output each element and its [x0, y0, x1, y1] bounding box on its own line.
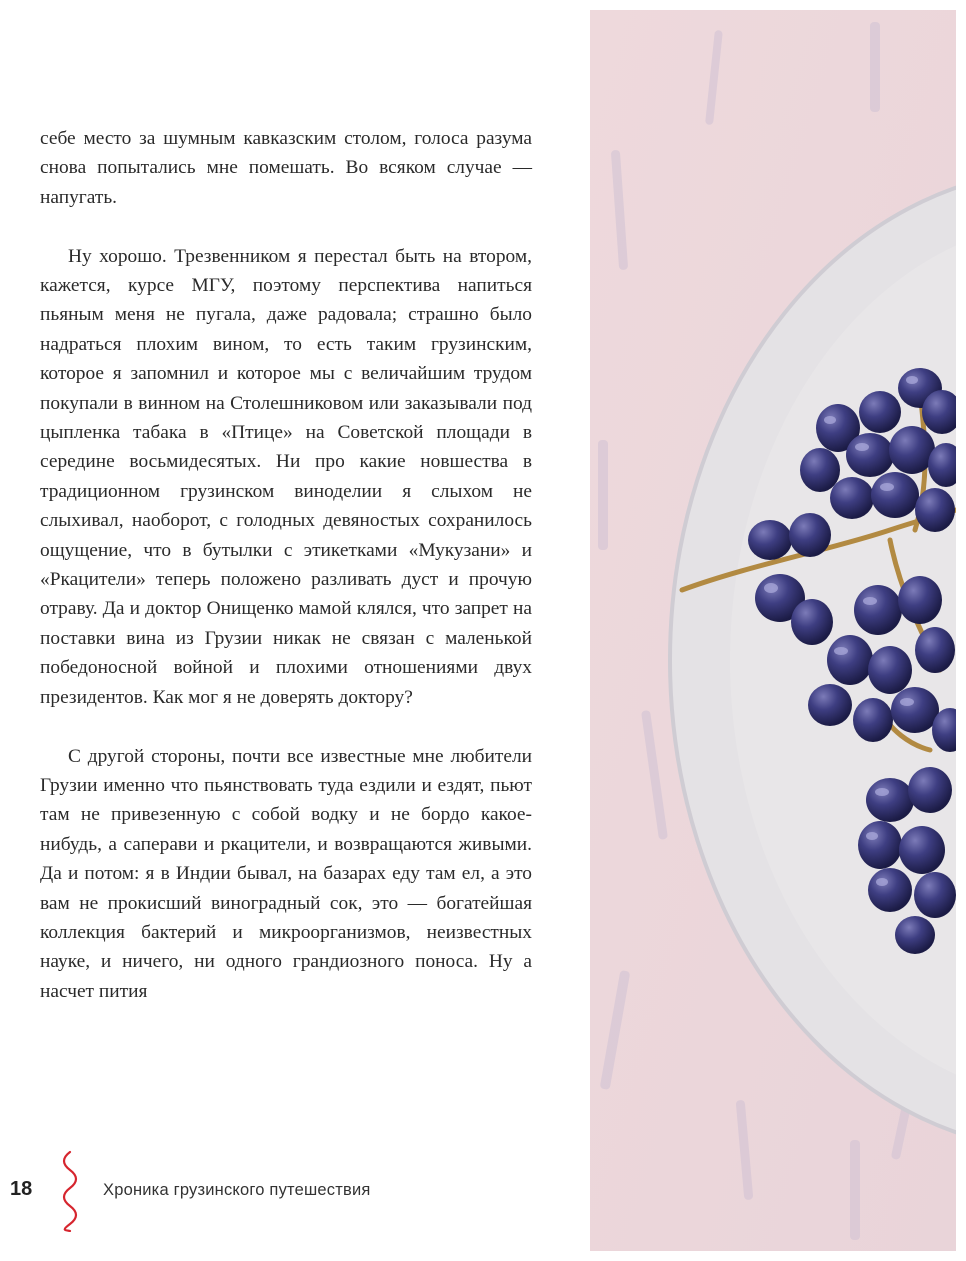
red-wave-ornament-icon — [58, 1150, 82, 1232]
page-number: 18 — [10, 1178, 33, 1200]
body-text — [40, 124, 532, 1006]
paragraph-1: себе место за шумным кавказским столом, голоса разума снова попытались мне помешать. Во всяком случае — напугать. — [40, 128, 532, 208]
running-title: Хроника грузинского путешествия — [103, 1181, 371, 1199]
paragraph-2: Ну хорошо. Трезвенником я перестал быть на втором, кажется, курсе МГУ, поэтому перспектива напиться пьяным меня не пугала, даже радовала; страшно было надраться плохим вином, то есть таким грузинским, которое я запомнил и которое мы с величайшим трудом покупали в винном на Столешниковом или заказывали под цыпленка табака в «Птице» на Советской площади в середине восьмидесятых. Ни про какие новшества в традиционном грузинском виноделии я слыхом не слыхивал, наоборот, с голодных девяностых сохранилось ощущение, что в бутылки с этикетками «Мукузани» и «Ркацители» теперь положено разливать дуст и прочую отраву. Да и доктор Онищенко мамой клялся, что запрет на поставки вина из Грузии никак не связан с маленькой победоносной войной и плохими отношениями двух президентов. Как мог я не доверять доктору? — [40, 245, 532, 708]
paragraph-3: С другой стороны, почти все известные мне любители Грузии именно что пьянствовать туда ездили и ездят, пьют там не привезенную с собой водку и не бордо какое-нибудь, а саперави и ркацители, и возвращаются живыми. Да и потом: я в Индии бывал, на базарах еду там ел, а это вам не прокисший виноградный сок, это — богатейшая коллекция бактерий и микроорганизмов, неизвестных науке, и ничего, ни одного грандиозного поноса. Ну а насчет пития — [40, 745, 532, 1002]
grapes-painting — [590, 10, 956, 1251]
